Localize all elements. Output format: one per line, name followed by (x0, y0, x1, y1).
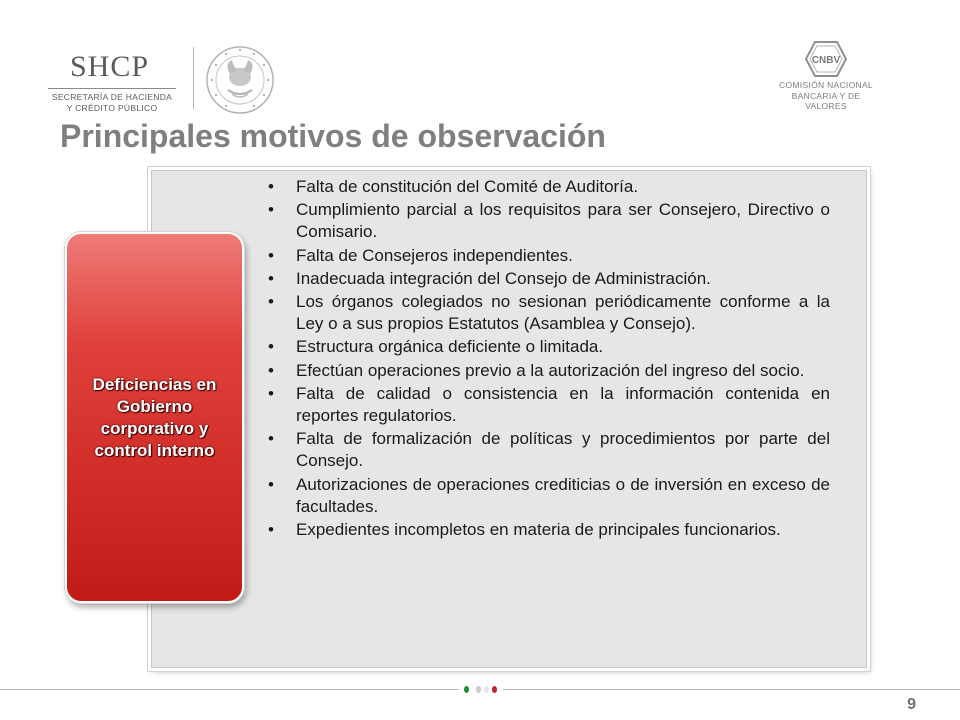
grey-dot-icon (476, 686, 481, 693)
category-label: Deficiencias en Gobierno corporativo y control interno (92, 374, 217, 460)
cnbv-acronym: CNBV (811, 55, 841, 66)
page-number: 9 (907, 696, 916, 713)
shcp-acronym: SHCP (70, 50, 150, 83)
shcp-subtitle-line1: SECRETARÍA DE HACIENDA (51, 92, 173, 102)
list-item: • Los órganos colegiados no sesionan periódicamente conforme a la Ley o a sus propios Estatutos (Asamblea y Consejo). (262, 291, 830, 335)
list-item: • Falta de constitución del Comité de Auditoría. (262, 176, 830, 198)
footer-flag-dots (459, 684, 503, 696)
list-item: • Falta de formalización de políticas y procedimientos por parte del Consejo. (262, 428, 830, 472)
list-item: • Falta de calidad o consistencia en la información contenida en reportes regulatorios. (262, 383, 830, 427)
shcp-logo (48, 50, 176, 112)
category-box (65, 232, 244, 603)
cnbv-subtitle-line2: BANCARIA Y DE VALORES (791, 91, 861, 111)
observation-list (262, 176, 830, 542)
header-divider (193, 47, 194, 109)
red-dot-icon (492, 686, 497, 693)
national-seal-icon (204, 44, 276, 116)
shcp-underline (48, 88, 176, 89)
cnbv-logo (770, 40, 882, 111)
list-item: • Falta de Consejeros independientes. (262, 245, 830, 267)
page-title: Principales motivos de observación (60, 118, 606, 154)
white-dot-icon (484, 686, 489, 693)
cnbv-subtitle-line1: COMISIÓN NACIONAL (779, 80, 873, 90)
list-item: • Inadecuada integración del Consejo de Administración. (262, 268, 830, 290)
list-item: • Estructura orgánica deficiente o limitada. (262, 336, 830, 358)
green-dot-icon (464, 686, 469, 693)
list-item: • Efectúan operaciones previo a la autorización del ingreso del socio. (262, 360, 830, 382)
cnbv-hexagon-icon (804, 40, 848, 78)
shcp-subtitle-line2: Y CRÉDITO PÚBLICO (66, 103, 158, 113)
list-item: • Expedientes incompletos en materia de principales funcionarios. (262, 519, 830, 541)
list-item: • Cumplimiento parcial a los requisitos para ser Consejero, Directivo o Comisario. (262, 199, 830, 243)
list-item: • Autorizaciones de operaciones crediticias o de inversión en exceso de facultades. (262, 474, 830, 518)
